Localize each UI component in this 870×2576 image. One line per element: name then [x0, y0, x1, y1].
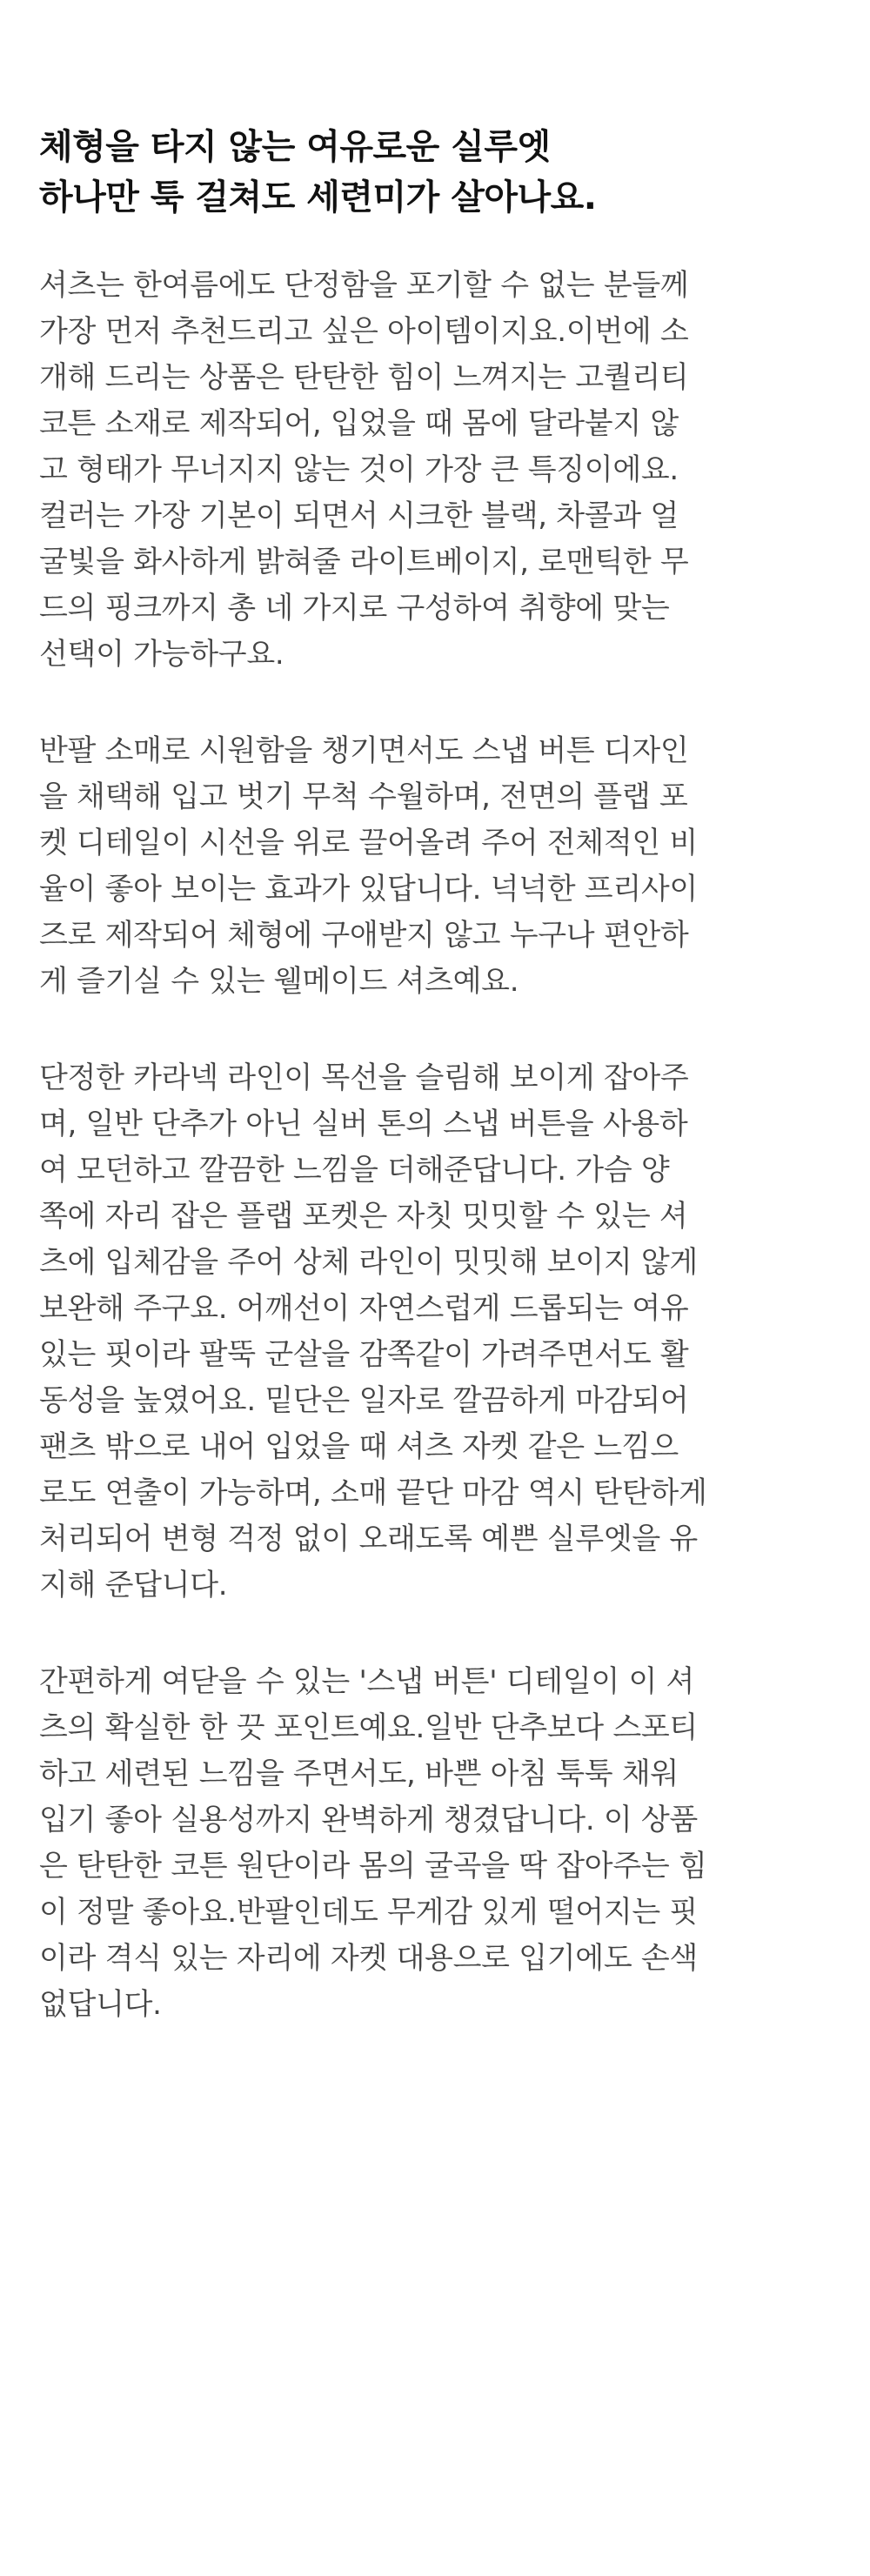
- paragraph-line: 굴빛을 화사하게 밝혀줄 라이트베이지, 로맨틱한 무: [39, 545, 689, 579]
- paragraph-line: 여 모던하고 깔끔한 느낌을 더해준답니다. 가슴 양: [39, 1153, 670, 1188]
- paragraph-line: 보완해 주구요. 어깨선이 자연스럽게 드롭되는 여유: [39, 1291, 689, 1326]
- paragraph-line: 즈로 제작되어 체형에 구애받지 않고 누구나 편안하: [39, 918, 689, 953]
- paragraph-intro: [39, 263, 831, 678]
- paragraph-line: 동성을 높였어요. 밑단은 일자로 깔끔하게 마감되어: [39, 1383, 689, 1418]
- paragraph-line: 반팔 소매로 시원함을 챙기면서도 스냅 버튼 디자인: [39, 733, 689, 768]
- paragraph-line: 게 즐기실 수 있는 웰메이드 셔츠예요.: [39, 964, 519, 999]
- paragraph-line: 드의 핑크까지 총 네 가지로 구성하여 취향에 맞는: [39, 591, 670, 626]
- paragraph-line: 츠에 입체감을 주어 상체 라인이 밋밋해 보이지 않게: [39, 1245, 698, 1280]
- paragraph-line: 단정한 카라넥 라인이 목선을 슬림해 보이게 잡아주: [39, 1061, 689, 1095]
- paragraph-line: 켓 디테일이 시선을 위로 끌어올려 주어 전체적인 비: [39, 826, 698, 860]
- headline: [39, 122, 831, 223]
- paragraph-line: 을 채택해 입고 벗기 무척 수월하며, 전면의 플랩 포: [39, 779, 688, 814]
- paragraph-line: 개해 드리는 상품은 탄탄한 힘이 느껴지는 고퀄리티: [39, 360, 689, 395]
- paragraph-line: 선택이 가능하구요.: [39, 637, 284, 672]
- paragraph-line: 있는 핏이라 팔뚝 군살을 감쪽같이 가려주면서도 활: [39, 1337, 689, 1372]
- paragraph-line: 이라 격식 있는 자리에 자켓 대용으로 입기에도 손색: [39, 1941, 698, 1976]
- paragraph-line: 코튼 소재로 제작되어, 입었을 때 몸에 달라붙지 않: [39, 406, 679, 441]
- paragraph-line: 없답니다.: [39, 1987, 162, 2022]
- paragraph-line: 쪽에 자리 잡은 플랩 포켓은 자칫 밋밋할 수 있는 셔: [39, 1199, 688, 1234]
- headline-line: 체형을 타지 않는 여유로운 실루엣: [39, 127, 551, 167]
- paragraph-line: 츠의 확실한 한 끗 포인트예요.일반 단추보다 스포티: [39, 1710, 698, 1745]
- paragraph-line: 은 탄탄한 코튼 원단이라 몸의 굴곡을 딱 잡아주는 힘: [39, 1849, 707, 1883]
- paragraph-line: 셔츠는 한여름에도 단정함을 포기할 수 없는 분들께: [39, 268, 689, 303]
- paragraph-line: 가장 먼저 추천드리고 싶은 아이템이지요.이번에 소: [39, 314, 689, 349]
- paragraph-sleeve-design: [39, 728, 831, 1005]
- paragraph-line: 율이 좋아 보이는 효과가 있답니다. 넉넉한 프리사이: [39, 872, 698, 907]
- paragraph-line: 컬러는 가장 기본이 되면서 시크한 블랙, 차콜과 얼: [39, 498, 679, 533]
- paragraph-details: [39, 1055, 831, 1609]
- paragraph-line: 며, 일반 단추가 아닌 실버 톤의 스냅 버튼을 사용하: [39, 1107, 688, 1141]
- paragraph-line: 지해 준답니다.: [39, 1568, 228, 1602]
- paragraph-line: 로도 연출이 가능하며, 소매 끝단 마감 역시 탄탄하게: [39, 1475, 707, 1510]
- paragraph-line: 이 정말 좋아요.반팔인데도 무게감 있게 떨어지는 핏: [39, 1895, 698, 1930]
- paragraph-line: 처리되어 변형 걱정 없이 오래도록 예쁜 실루엣을 유: [39, 1522, 698, 1556]
- paragraph-snap-button: [39, 1659, 831, 2028]
- paragraph-line: 팬츠 밖으로 내어 입었을 때 셔츠 자켓 같은 느낌으: [39, 1429, 679, 1464]
- paragraph-line: 하고 세련된 느낌을 주면서도, 바쁜 아침 툭툭 채워: [39, 1756, 679, 1791]
- paragraph-line: 간편하게 여닫을 수 있는 '스냅 버튼' 디테일이 이 셔: [39, 1664, 695, 1699]
- paragraph-line: 고 형태가 무너지지 않는 것이 가장 큰 특징이에요.: [39, 452, 679, 487]
- paragraph-line: 입기 좋아 실용성까지 완벽하게 챙겼답니다. 이 상품: [39, 1803, 698, 1837]
- headline-line: 하나만 툭 걸쳐도 세련미가 살아나요.: [39, 177, 597, 217]
